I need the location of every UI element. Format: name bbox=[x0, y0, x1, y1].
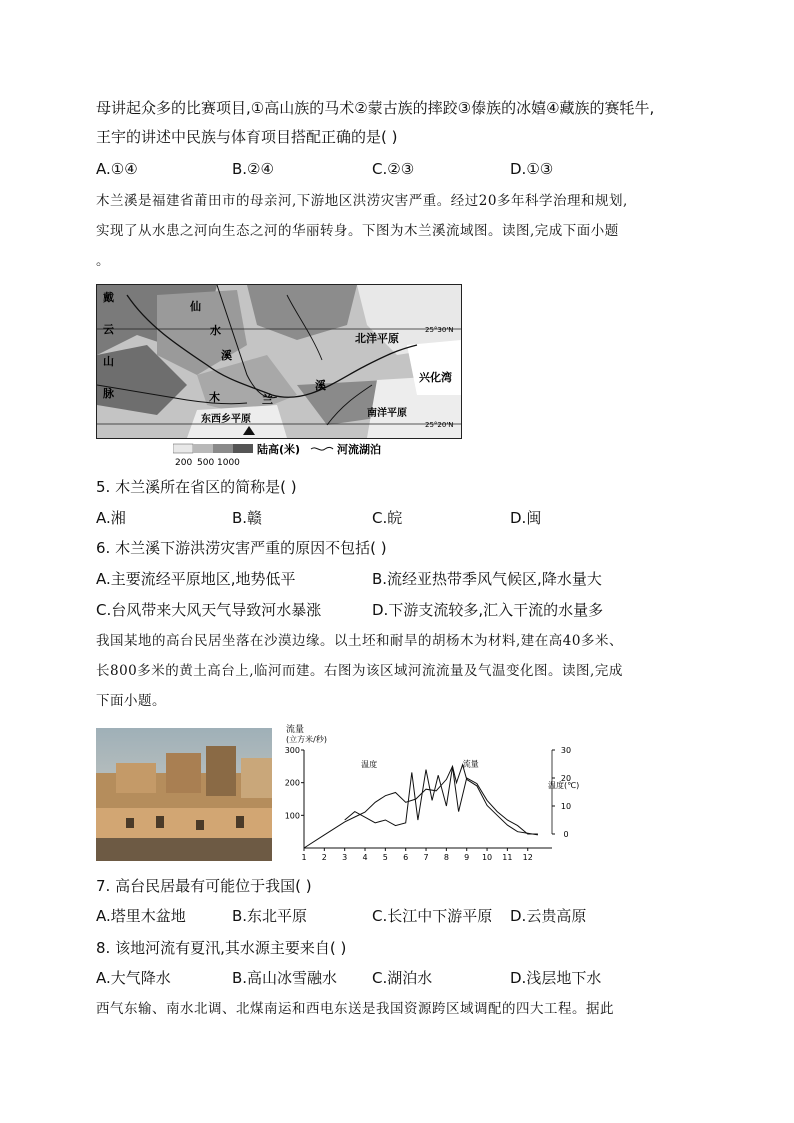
chart-series-label-1: 温度 bbox=[361, 759, 378, 769]
photo-window-4 bbox=[236, 816, 244, 828]
q4-option-a: A.①④ bbox=[96, 160, 138, 178]
q5-option-b: B.赣 bbox=[232, 509, 263, 527]
photo-building-4 bbox=[241, 758, 272, 798]
label-north-plain: 北洋平原 bbox=[355, 332, 399, 345]
mulanxi-intro-line2: 实现了从水患之河向生态之河的华丽转身。下图为木兰溪流域图。读图,完成下面小题 bbox=[96, 223, 619, 239]
q7-option-c: C.长江中下游平原 bbox=[372, 907, 493, 925]
label-xinghua-bay: 兴化湾 bbox=[419, 371, 452, 384]
q8-option-b: B.高山冰雪融水 bbox=[232, 969, 338, 987]
chart-x-tick-label: 7 bbox=[423, 853, 429, 862]
chart-right-tick-label: 0 bbox=[563, 830, 569, 839]
chart-left-tick-label: 100 bbox=[284, 811, 300, 821]
gaotai-intro-line3: 下面小题。 bbox=[96, 693, 166, 709]
photo-window-3 bbox=[196, 820, 204, 830]
label-mu: 木 bbox=[209, 391, 220, 404]
legend-elevation-title: 陆高(米) bbox=[257, 443, 301, 456]
q8-option-d: D.浅层地下水 bbox=[510, 969, 602, 987]
label-lat-south: 25°20'N bbox=[425, 421, 454, 429]
label-xian: 仙 bbox=[190, 300, 201, 313]
chart-ylabel-right: 温度(℃) bbox=[548, 781, 580, 790]
map-svg bbox=[97, 285, 461, 438]
q8-option-a: A.大气降水 bbox=[96, 969, 171, 987]
chart-ylabel-left-2: (立方米/秒) bbox=[286, 735, 327, 744]
legend-tick-200: 200 bbox=[175, 458, 193, 468]
chart-series-line-1 bbox=[345, 767, 538, 834]
q5-option-a: A.湘 bbox=[96, 509, 126, 527]
label-dai: 戴 bbox=[103, 291, 114, 304]
chart-x-tick-label: 12 bbox=[522, 853, 533, 862]
chart-axes bbox=[304, 750, 552, 848]
chart-right-tick-label: 10 bbox=[560, 802, 572, 811]
q6-option-b: B.流经亚热带季风气候区,降水量大 bbox=[372, 570, 602, 588]
q8-option-c: C.湖泊水 bbox=[372, 969, 433, 987]
chart-right-tick-label: 30 bbox=[560, 746, 572, 755]
q6-stem: 6. 木兰溪下游洪涝灾害严重的原因不包括( ) bbox=[96, 539, 387, 557]
mulanxi-intro-line3: 。 bbox=[96, 253, 110, 269]
photo-ground bbox=[96, 838, 272, 861]
gaotai-intro-line2: 长800多米的黄土高台上,临河而建。右图为该区域河流流量及气温变化图。读图,完成 bbox=[96, 663, 623, 679]
label-lan: 兰 bbox=[262, 393, 273, 406]
map-legend bbox=[173, 442, 413, 468]
flow-temperature-chart bbox=[282, 722, 594, 864]
label-south-plain: 南洋平原 bbox=[367, 408, 407, 419]
gaotai-intro-line1: 我国某地的高台民居坐落在沙漠边缘。以土坯和耐旱的胡杨木为材料,建在高40多米、 bbox=[96, 633, 623, 649]
photo-wall-lit bbox=[96, 808, 272, 838]
chart-x-tick-label: 9 bbox=[464, 853, 470, 862]
gaotai-village-photo bbox=[96, 728, 272, 861]
label-xi2: 溪 bbox=[315, 379, 326, 392]
chart-x-tick-label: 6 bbox=[403, 853, 409, 862]
legend-swatch-3 bbox=[213, 444, 233, 453]
chart-right-tick-label: 20 bbox=[560, 774, 572, 783]
chart-x-tick-label: 3 bbox=[342, 853, 348, 862]
photo-building-1 bbox=[116, 763, 156, 793]
chart-x-tick-label: 2 bbox=[321, 853, 327, 862]
q8-stem: 8. 该地河流有夏汛,其水源主要来自( ) bbox=[96, 939, 347, 957]
q4-option-b: B.②④ bbox=[232, 160, 274, 178]
chart-series-label-0: 流量 bbox=[462, 759, 479, 769]
chart-series-line-0 bbox=[304, 765, 538, 848]
legend-swatch-4 bbox=[233, 444, 253, 453]
chart-left-tick-label: 300 bbox=[284, 746, 300, 755]
chart-x-tick-label: 4 bbox=[362, 853, 368, 862]
q5-option-c: C.皖 bbox=[372, 509, 403, 527]
chart-x-tick-label: 10 bbox=[481, 853, 493, 862]
photo-svg bbox=[96, 728, 272, 861]
photo-window-2 bbox=[156, 816, 164, 828]
photo-building-3 bbox=[206, 746, 236, 796]
chart-x-tick-label: 1 bbox=[301, 853, 307, 862]
chart-ticks bbox=[285, 746, 571, 862]
q4-stem-line1: 母讲起众多的比赛项目,①高山族的马术②蒙古族的摔跤③傣族的冰嬉④藏族的赛牦牛, bbox=[96, 99, 655, 117]
label-dongxi-plain: 东西乡平原 bbox=[201, 414, 251, 425]
legend-river-label: 河流湖泊 bbox=[337, 443, 381, 456]
label-yun: 云 bbox=[103, 323, 114, 336]
q7-option-a: A.塔里木盆地 bbox=[96, 907, 186, 925]
mulanxi-intro-line1: 木兰溪是福建省莆田市的母亲河,下游地区洪涝灾害严重。经过20多年科学治理和规划, bbox=[96, 193, 628, 209]
q6-option-a: A.主要流经平原地区,地势低平 bbox=[96, 570, 296, 588]
photo-window-1 bbox=[126, 818, 134, 828]
q7-option-b: B.东北平原 bbox=[232, 907, 308, 925]
label-mai: 脉 bbox=[103, 387, 114, 400]
legend-tick-1000: 1000 bbox=[217, 458, 240, 468]
chart-series-labels bbox=[361, 759, 479, 769]
chart-x-tick-label: 11 bbox=[502, 853, 513, 862]
chart-x-tick-label: 8 bbox=[443, 853, 449, 862]
chart-lines bbox=[304, 765, 538, 848]
legend-tick-500: 500 bbox=[197, 458, 215, 468]
last-intro-line1: 西气东输、南水北调、北煤南运和西电东送是我国资源跨区域调配的四大工程。据此 bbox=[96, 1001, 614, 1017]
chart-left-tick-label: 200 bbox=[284, 778, 300, 788]
chart-x-tick-label: 5 bbox=[382, 853, 388, 862]
q4-option-d: D.①③ bbox=[510, 160, 554, 178]
legend-swatch-2 bbox=[193, 444, 213, 453]
label-lat-north: 25°30'N bbox=[425, 326, 454, 334]
legend-svg bbox=[173, 442, 413, 468]
label-xi1: 溪 bbox=[221, 349, 232, 362]
q7-stem: 7. 高台民居最有可能位于我国( ) bbox=[96, 877, 312, 895]
mulanxi-map bbox=[96, 284, 462, 439]
label-shui: 水 bbox=[210, 324, 221, 337]
q4-option-c: C.②③ bbox=[372, 160, 415, 178]
chart-svg bbox=[282, 722, 594, 864]
q6-option-c: C.台风带来大风天气导致河水暴涨 bbox=[96, 601, 322, 619]
legend-river-icon bbox=[311, 448, 333, 451]
q5-stem: 5. 木兰溪所在省区的简称是( ) bbox=[96, 478, 297, 496]
q6-option-d: D.下游支流较多,汇入干流的水量多 bbox=[372, 601, 604, 619]
legend-swatch-1 bbox=[173, 444, 193, 453]
photo-building-2 bbox=[166, 753, 201, 793]
chart-ylabel-left-1: 流量 bbox=[286, 725, 305, 735]
q7-option-d: D.云贵高原 bbox=[510, 907, 587, 925]
q5-option-d: D.闽 bbox=[510, 509, 542, 527]
q4-stem-line2: 王宇的讲述中民族与体育项目搭配正确的是( ) bbox=[96, 128, 398, 146]
label-shan: 山 bbox=[103, 355, 114, 368]
